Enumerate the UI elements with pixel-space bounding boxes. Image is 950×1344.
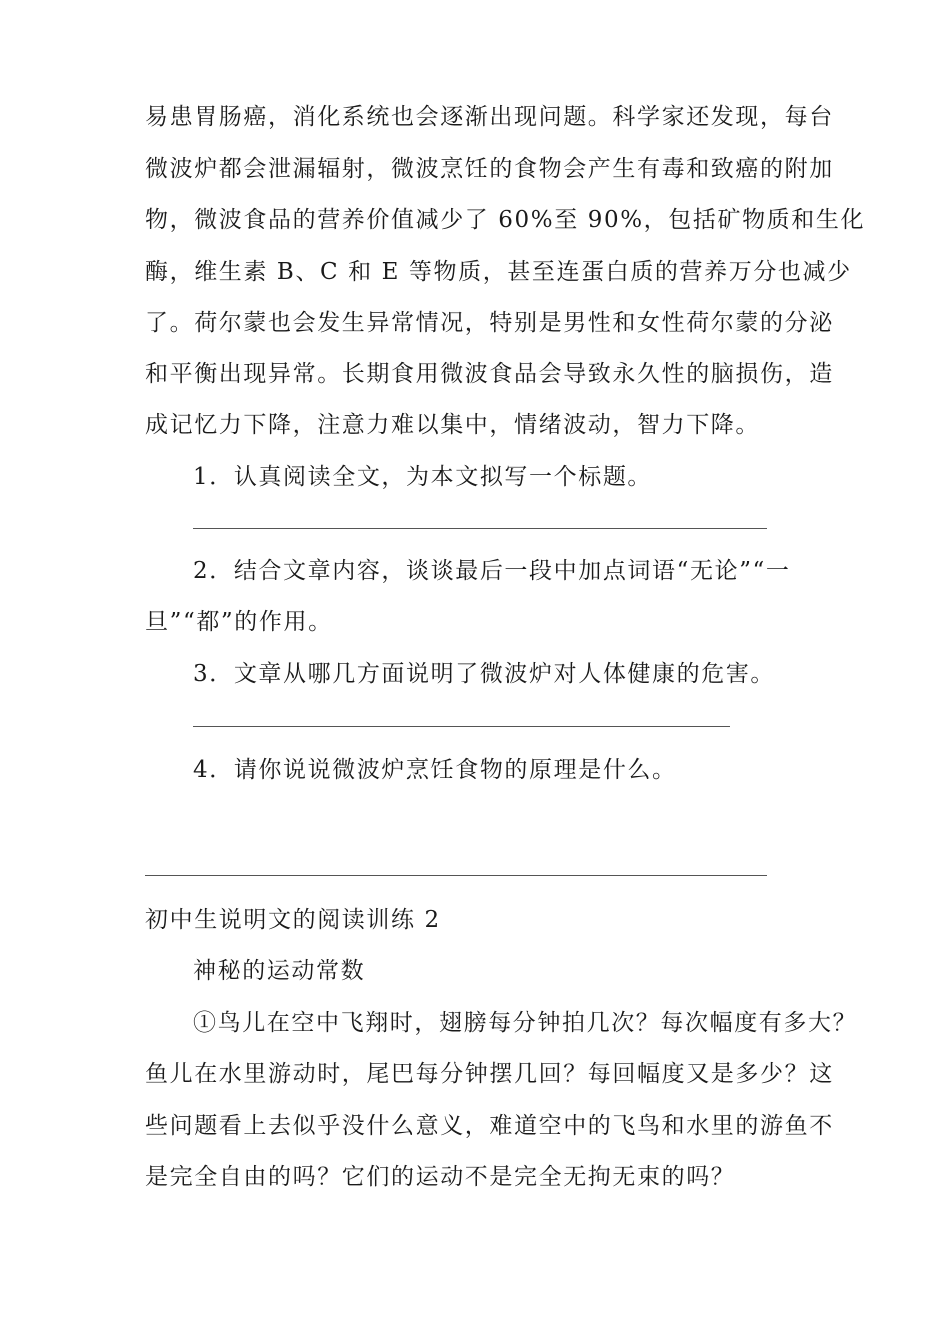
paragraph-line: 成记忆力下降，注意力难以集中，情绪波动，智力下降。 <box>145 412 760 438</box>
question-2-continued: 旦”“都”的作用。 <box>145 609 333 635</box>
section-heading: 初中生说明文的阅读训练 2 <box>145 907 441 933</box>
answer-line-1 <box>193 528 767 529</box>
paragraph-line: 微波炉都会泄漏辐射，微波烹饪的食物会产生有毒和致癌的附加 <box>145 156 834 182</box>
question-3: 3．文章从哪几方面说明了微波炉对人体健康的危害。 <box>193 661 776 687</box>
paragraph-line: 了。荷尔蒙也会发生异常情况，特别是男性和女性荷尔蒙的分泌 <box>145 310 834 336</box>
paragraph-line: 些问题看上去似乎没什么意义，难道空中的飞鸟和水里的游鱼不 <box>145 1113 834 1139</box>
paragraph-line: 和平衡出现异常。长期食用微波食品会导致永久性的脑损伤，造 <box>145 361 834 387</box>
paragraph-line: 鱼儿在水里游动时，尾巴每分钟摆几回？每回幅度又是多少？这 <box>145 1061 834 1087</box>
paragraph-line: ①鸟儿在空中飞翔时，翅膀每分钟拍几次？每次幅度有多大？ <box>193 1010 858 1036</box>
paragraph-line: 酶，维生素 B、C 和 E 等物质，甚至连蛋白质的营养万分也减少 <box>145 259 852 285</box>
paragraph-line: 物，微波食品的营养价值减少了 60%至 90%，包括矿物质和生化 <box>145 207 866 233</box>
question-1: 1．认真阅读全文，为本文拟写一个标题。 <box>193 464 653 490</box>
question-2: 2．结合文章内容，谈谈最后一段中加点词语“无论”“一 <box>193 558 791 584</box>
answer-line-4 <box>145 875 767 876</box>
paragraph-line: 是完全自由的吗？它们的运动不是完全无拘无束的吗？ <box>145 1164 736 1190</box>
question-4: 4．请你说说微波炉烹饪食物的原理是什么。 <box>193 757 677 783</box>
paragraph-line: 易患胃肠癌，消化系统也会逐渐出现问题。科学家还发现，每台 <box>145 104 834 130</box>
answer-line-3 <box>193 726 730 727</box>
article-title: 神秘的运动常数 <box>193 958 366 984</box>
